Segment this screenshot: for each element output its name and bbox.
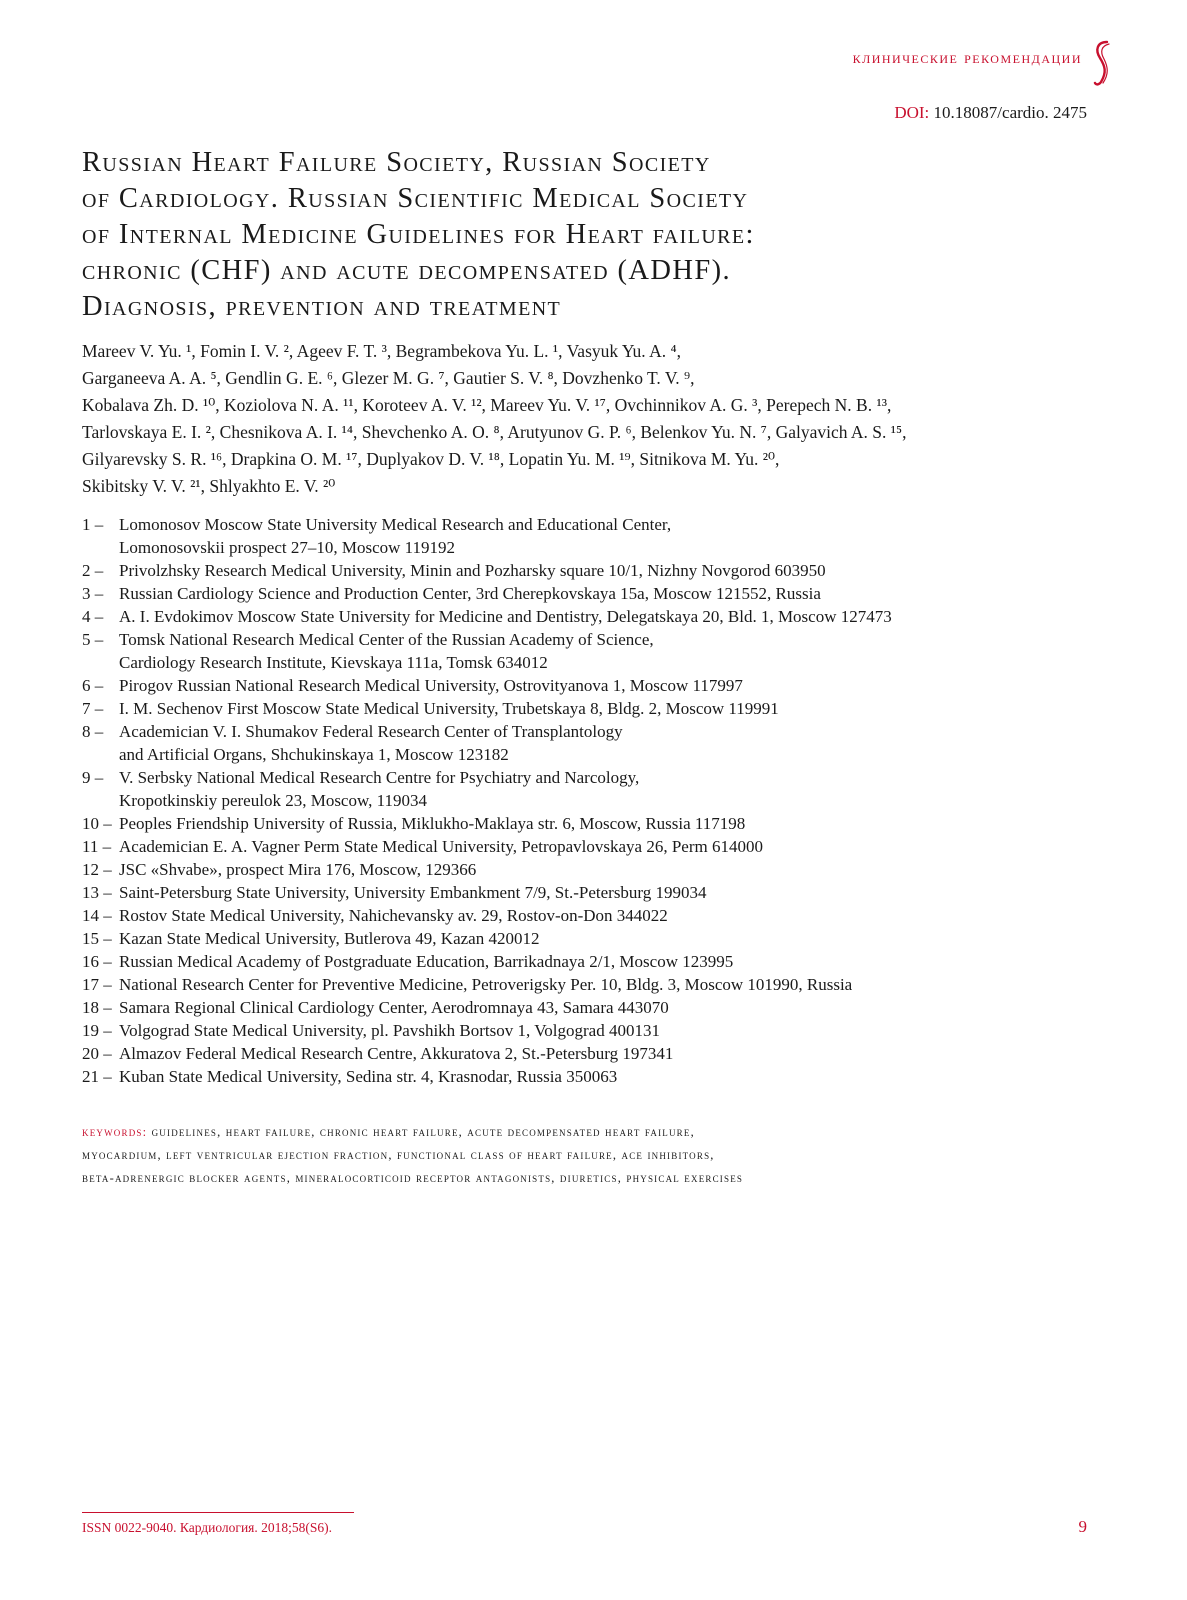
author-line: Gilyarevsky S. R. ¹⁶, Drapkina O. M. ¹⁷, Duplyakov D. V. ¹⁸, Lopatin Yu. M. ¹⁹, Sitnikova M. Yu. ²⁰, [82, 449, 780, 469]
affiliation-text: and Artificial Organs, Shchukinskaya 1, Moscow 123182 [119, 745, 509, 764]
affiliation-item [82, 973, 1082, 996]
affiliation-item [82, 582, 1082, 605]
affiliation-item [82, 743, 1082, 766]
affiliation-number [82, 536, 119, 559]
title-line: of Internal Medicine Guidelines for Heart failure: [82, 219, 755, 250]
affiliation-number: 12 – [82, 860, 112, 879]
keywords-text: guidelines, heart failure, chronic heart failure, acute decompensated heart failure, [151, 1125, 695, 1139]
affiliation-number: 5 – [82, 630, 104, 649]
title-line: Diagnosis, prevention and treatment [82, 291, 562, 322]
affiliation-number: 18 – [82, 998, 112, 1017]
affiliation-item [82, 858, 1082, 881]
affiliation-item [82, 628, 1082, 651]
footer-issn: ISSN 0022-9040. Кардиология. 2018;58(S6). [82, 1520, 333, 1535]
affiliation-text: Volgograd State Medical University, pl. Pavshikh Bortsov 1, Volgograd 400131 [119, 1021, 660, 1040]
affiliation-item [82, 835, 1082, 858]
affiliation-text: Russian Cardiology Science and Production Center, 3rd Cherepkovskaya 15a, Moscow 121552, Russia [119, 584, 821, 603]
affiliation-item [82, 881, 1082, 904]
affiliation-number: 16 – [82, 952, 112, 971]
keywords-label: keywords: [82, 1125, 148, 1139]
affiliation-text: Kazan State Medical University, Butlerova 49, Kazan 420012 [119, 929, 540, 948]
title-line: Russian Heart Failure Society, Russian Society [82, 147, 711, 178]
affiliation-text: Peoples Friendship University of Russia, Miklukho-Maklaya str. 6, Moscow, Russia 117198 [119, 814, 746, 833]
affiliation-number: 10 – [82, 814, 112, 833]
affiliation-number: 15 – [82, 929, 112, 948]
running-header [0, 38, 1187, 98]
affiliation-text: National Research Center for Preventive Medicine, Petroverigsky Per. 10, Bldg. 3, Moscow 101990, Russia [119, 975, 853, 994]
affiliation-item [82, 697, 1082, 720]
affiliation-number: 8 – [82, 722, 104, 741]
affiliation-text: Pirogov Russian National Research Medical University, Ostrovityanova 1, Moscow 117997 [119, 676, 743, 695]
author-line: Tarlovskaya E. I. ², Chesnikova A. I. ¹⁴, Shevchenko A. O. ⁸, Arutyunov G. P. ⁶, Belenkov Yu. N. ⁷, Galyavich A. S. ¹⁵, [82, 422, 907, 442]
affiliation-number: 7 – [82, 699, 104, 718]
affiliation-item [82, 812, 1082, 835]
affiliation-item [82, 605, 1082, 628]
title-line: chronic (CHF) and acute decompensated (ADHF). [82, 255, 731, 286]
affiliation-text: Saint-Petersburg State University, University Embankment 7/9, St.-Petersburg 199034 [119, 883, 707, 902]
affiliation-number: 3 – [82, 584, 104, 603]
doi-prefix: DOI: [894, 103, 930, 122]
affiliation-number: 2 – [82, 561, 104, 580]
footer-rule [82, 1512, 354, 1513]
affiliation-text: Lomonosovskii prospect 27–10, Moscow 119192 [119, 538, 456, 557]
author-line: Mareev V. Yu. ¹, Fomin I. V. ², Ageev F. T. ³, Begrambekova Yu. L. ¹, Vasyuk Yu. A. ⁴, [82, 341, 681, 361]
keywords-line [82, 1121, 1102, 1144]
affiliation-item [82, 674, 1082, 697]
affiliation-item [82, 766, 1082, 789]
keywords-line: myocardium, left ventricular ejection fraction, functional class of heart failure, ace inhibitors, [82, 1148, 715, 1162]
affiliation-item [82, 536, 1082, 559]
affiliation-item [82, 513, 1082, 536]
affiliation-text: Lomonosov Moscow State University Medical Research and Educational Center, [119, 515, 672, 534]
affiliation-item [82, 950, 1082, 973]
affiliation-number: 21 – [82, 1067, 112, 1086]
affiliation-number: 13 – [82, 883, 112, 902]
affiliation-text: Privolzhsky Research Medical University, Minin and Pozharsky square 10/1, Nizhny Novgorod 603950 [119, 561, 826, 580]
affiliation-number: 1 – [82, 515, 104, 534]
affiliation-text: Almazov Federal Medical Research Centre, Akkuratova 2, St.-Petersburg 197341 [119, 1044, 674, 1063]
affiliation-item [82, 996, 1082, 1019]
affiliation-text: Samara Regional Clinical Cardiology Center, Aerodromnaya 43, Samara 443070 [119, 998, 669, 1017]
affiliation-item [82, 904, 1082, 927]
affiliation-number [82, 651, 119, 674]
affiliation-text: Tomsk National Research Medical Center of the Russian Academy of Science, [119, 630, 654, 649]
title-line: of Cardiology. Russian Scientific Medical Society [82, 183, 749, 214]
affiliation-item [82, 559, 1082, 582]
affiliation-text: A. I. Evdokimov Moscow State University for Medicine and Dentistry, Delegatskaya 20, Bld. 1, Moscow 127473 [119, 607, 892, 626]
affiliation-item [82, 789, 1082, 812]
affiliation-number: 11 – [82, 837, 112, 856]
affiliation-item [82, 927, 1082, 950]
affiliation-item [82, 1042, 1082, 1065]
affiliation-number: 19 – [82, 1021, 112, 1040]
journal-s-mark-icon [1087, 38, 1117, 88]
keywords-block [82, 1121, 1102, 1190]
affiliation-text: I. M. Sechenov First Moscow State Medical University, Trubetskaya 8, Bldg. 2, Moscow 119991 [119, 699, 779, 718]
affiliation-number: 6 – [82, 676, 104, 695]
affiliation-text: Kuban State Medical University, Sedina str. 4, Krasnodar, Russia 350063 [119, 1067, 618, 1086]
affiliation-text: JSC «Shvabe», prospect Mira 176, Moscow, 129366 [119, 860, 477, 879]
affiliation-text: Academician V. I. Shumakov Federal Research Center of Transplantology [119, 722, 623, 741]
page-number: 9 [1078, 1517, 1087, 1536]
doi [894, 103, 1087, 123]
affiliation-list [82, 513, 1082, 1088]
article-title [82, 145, 1042, 325]
affiliation-number [82, 743, 119, 766]
affiliation-text: Academician E. A. Vagner Perm State Medical University, Petropavlovskaya 26, Perm 614000 [119, 837, 763, 856]
affiliation-text: Russian Medical Academy of Postgraduate Education, Barrikadnaya 2/1, Moscow 123995 [119, 952, 734, 971]
affiliation-number: 17 – [82, 975, 112, 994]
affiliation-text: Cardiology Research Institute, Kievskaya 111a, Tomsk 634012 [119, 653, 548, 672]
affiliation-text: Kropotkinskiy pereulok 23, Moscow, 119034 [119, 791, 428, 810]
affiliation-number: 14 – [82, 906, 112, 925]
affiliation-text: V. Serbsky National Medical Research Centre for Psychiatry and Narcology, [119, 768, 640, 787]
affiliation-item [82, 651, 1082, 674]
affiliation-number: 4 – [82, 607, 104, 626]
affiliation-number: 9 – [82, 768, 104, 787]
affiliation-item [82, 1019, 1082, 1042]
author-line: Skibitsky V. V. ²¹, Shlyakhto E. V. ²⁰ [82, 476, 336, 496]
author-line: Kobalava Zh. D. ¹⁰, Koziolova N. A. ¹¹, Koroteev A. V. ¹², Mareev Yu. V. ¹⁷, Ovchinnikov A. G. ³, Perepech N. B. ¹³, [82, 395, 892, 415]
affiliation-item [82, 1065, 1082, 1088]
author-line: Garganeeva A. A. ⁵, Gendlin G. E. ⁶, Glezer M. G. ⁷, Gautier S. V. ⁸, Dovzhenko T. V. ⁹, [82, 368, 695, 388]
keywords-line: beta-adrenergic blocker agents, mineralocorticoid receptor antagonists, diuretics, physical exercises [82, 1171, 744, 1185]
affiliation-number [82, 789, 119, 812]
author-list [82, 338, 1102, 500]
affiliation-number: 20 – [82, 1044, 112, 1063]
affiliation-text: Rostov State Medical University, Nahichevansky av. 29, Rostov-on-Don 344022 [119, 906, 668, 925]
affiliation-item [82, 720, 1082, 743]
doi-value: 10.18087/cardio. 2475 [933, 103, 1087, 122]
section-label: клинические рекомендации [852, 48, 1082, 67]
